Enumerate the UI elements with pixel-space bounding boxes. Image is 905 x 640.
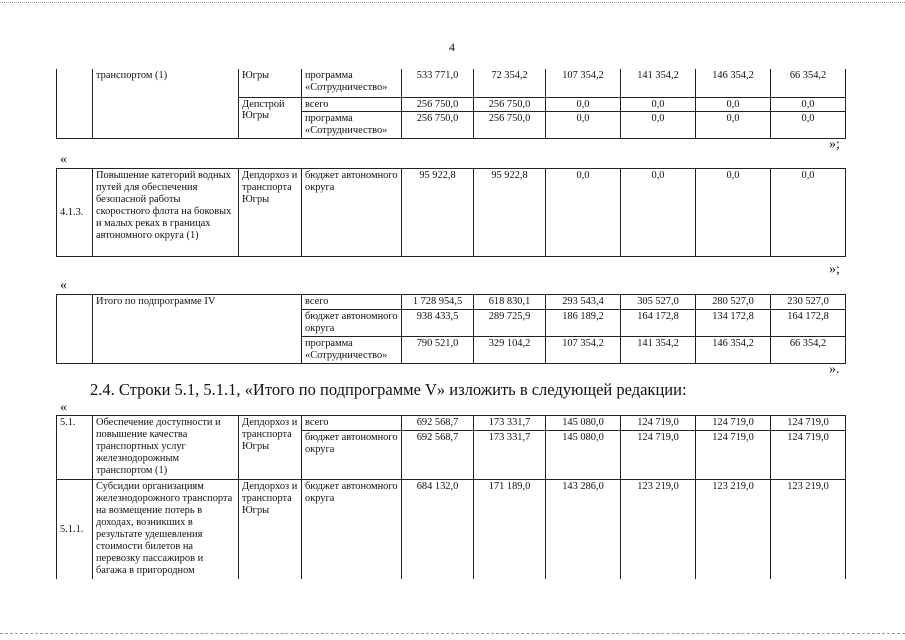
- opening-quote: «: [60, 278, 67, 293]
- executor-cell: Депдорхоз и транспорта Югры: [239, 416, 302, 480]
- measure-name: Обеспечение доступности и повышение качества транспортных услуг железнодорожным транспортом (1): [93, 416, 239, 480]
- value-cell: 790 521,0: [402, 336, 474, 363]
- value-cell: 0,0: [696, 97, 771, 112]
- value-cell: 164 172,8: [771, 309, 846, 336]
- section-heading: 2.4. Строки 5.1, 5.1.1, «Итого по подпрограмме V» изложить в следующей редакции:: [90, 380, 687, 399]
- row-number-cell: [57, 69, 93, 139]
- closing-quote: »;: [829, 262, 840, 277]
- table-subtotal-iv: [56, 294, 846, 364]
- opening-quote: «: [60, 400, 67, 415]
- value-cell: 692 568,7: [402, 430, 474, 479]
- opening-quote: «: [60, 152, 67, 167]
- value-cell: 684 132,0: [402, 479, 474, 579]
- page-number: 4: [449, 40, 455, 54]
- value-cell: 124 719,0: [771, 416, 846, 431]
- measure-name: Субсидии организациям железнодорожного транспорта на возмещение потерь в доходах, возникших в результате удешевления стоимости билетов на перевозку пассажиров и багажа в пригородном: [93, 479, 239, 579]
- value-cell: 0,0: [546, 112, 621, 139]
- row-number-cell: 4.1.3.: [57, 169, 93, 257]
- value-cell: 280 527,0: [696, 295, 771, 310]
- value-cell: 146 354,2: [696, 69, 771, 97]
- value-cell: 134 172,8: [696, 309, 771, 336]
- value-cell: 173 331,7: [474, 416, 546, 431]
- value-cell: 124 719,0: [621, 416, 696, 431]
- executor-cell: Депстрой Югры: [239, 97, 302, 139]
- funding-source: бюджет автономного округа: [302, 169, 402, 257]
- subtotal-name: Итого по подпрограмме IV: [93, 295, 302, 364]
- value-cell: 0,0: [621, 169, 696, 257]
- value-cell: 0,0: [621, 112, 696, 139]
- value-cell: 329 104,2: [474, 336, 546, 363]
- value-cell: 95 922,8: [402, 169, 474, 257]
- measure-name: Повышение категорий водных путей для обеспечения безопасной работы скоростного флота на боковых и малых реках в границах автономного округа (1): [93, 169, 239, 257]
- funding-source: программа «Сотрудничество»: [302, 112, 402, 139]
- executor-cell: Югры: [239, 69, 302, 97]
- value-cell: 305 527,0: [621, 295, 696, 310]
- value-cell: 293 543,4: [546, 295, 621, 310]
- table-subprogram-v: [56, 415, 846, 579]
- table-measure-4-1-3: [56, 168, 846, 257]
- row-number-cell: [57, 295, 93, 364]
- funding-source: всего: [302, 295, 402, 310]
- value-cell: 0,0: [771, 112, 846, 139]
- value-cell: 145 080,0: [546, 416, 621, 431]
- value-cell: 0,0: [546, 169, 621, 257]
- scan-edge-bottom: [0, 633, 905, 634]
- funding-source: бюджет автономного округа: [302, 430, 402, 479]
- value-cell: 141 354,2: [621, 336, 696, 363]
- executor-cell: Депдорхоз и транспорта Югры: [239, 169, 302, 257]
- value-cell: 107 354,2: [546, 336, 621, 363]
- value-cell: 256 750,0: [474, 112, 546, 139]
- value-cell: 533 771,0: [402, 69, 474, 97]
- value-cell: 230 527,0: [771, 295, 846, 310]
- value-cell: 146 354,2: [696, 336, 771, 363]
- value-cell: 171 189,0: [474, 479, 546, 579]
- value-cell: 164 172,8: [621, 309, 696, 336]
- funding-source: программа «Сотрудничество»: [302, 69, 402, 97]
- value-cell: 1 728 954,5: [402, 295, 474, 310]
- value-cell: 618 830,1: [474, 295, 546, 310]
- row-number-cell: 5.1.: [57, 416, 93, 480]
- value-cell: 123 219,0: [621, 479, 696, 579]
- value-cell: 692 568,7: [402, 416, 474, 431]
- value-cell: 289 725,9: [474, 309, 546, 336]
- value-cell: 107 354,2: [546, 69, 621, 97]
- scan-edge-top: [0, 2, 905, 3]
- value-cell: 124 719,0: [771, 430, 846, 479]
- funding-source: всего: [302, 97, 402, 112]
- value-cell: 66 354,2: [771, 69, 846, 97]
- value-cell: 256 750,0: [474, 97, 546, 112]
- row-number-cell: 5.1.1.: [57, 479, 93, 579]
- value-cell: 186 189,2: [546, 309, 621, 336]
- value-cell: 0,0: [696, 112, 771, 139]
- value-cell: 145 080,0: [546, 430, 621, 479]
- value-cell: 66 354,2: [771, 336, 846, 363]
- value-cell: 124 719,0: [621, 430, 696, 479]
- measure-name: транспортом (1): [93, 69, 239, 139]
- value-cell: 256 750,0: [402, 112, 474, 139]
- value-cell: 124 719,0: [696, 416, 771, 431]
- executor-cell: Депдорхоз и транспорта Югры: [239, 479, 302, 579]
- table-transport-cont: [56, 69, 846, 139]
- value-cell: 123 219,0: [696, 479, 771, 579]
- value-cell: 72 354,2: [474, 69, 546, 97]
- value-cell: 143 286,0: [546, 479, 621, 579]
- closing-quote: ».: [829, 362, 840, 377]
- value-cell: 0,0: [546, 97, 621, 112]
- funding-source: бюджет автономного округа: [302, 479, 402, 579]
- value-cell: 0,0: [621, 97, 696, 112]
- closing-quote: »;: [829, 137, 840, 152]
- funding-source: всего: [302, 416, 402, 431]
- value-cell: 173 331,7: [474, 430, 546, 479]
- value-cell: 938 433,5: [402, 309, 474, 336]
- value-cell: 0,0: [696, 169, 771, 257]
- value-cell: 123 219,0: [771, 479, 846, 579]
- value-cell: 0,0: [771, 97, 846, 112]
- value-cell: 256 750,0: [402, 97, 474, 112]
- value-cell: 124 719,0: [696, 430, 771, 479]
- funding-source: бюджет автономного округа: [302, 309, 402, 336]
- value-cell: 141 354,2: [621, 69, 696, 97]
- funding-source: программа «Сотрудничество»: [302, 336, 402, 363]
- value-cell: 95 922,8: [474, 169, 546, 257]
- value-cell: 0,0: [771, 169, 846, 257]
